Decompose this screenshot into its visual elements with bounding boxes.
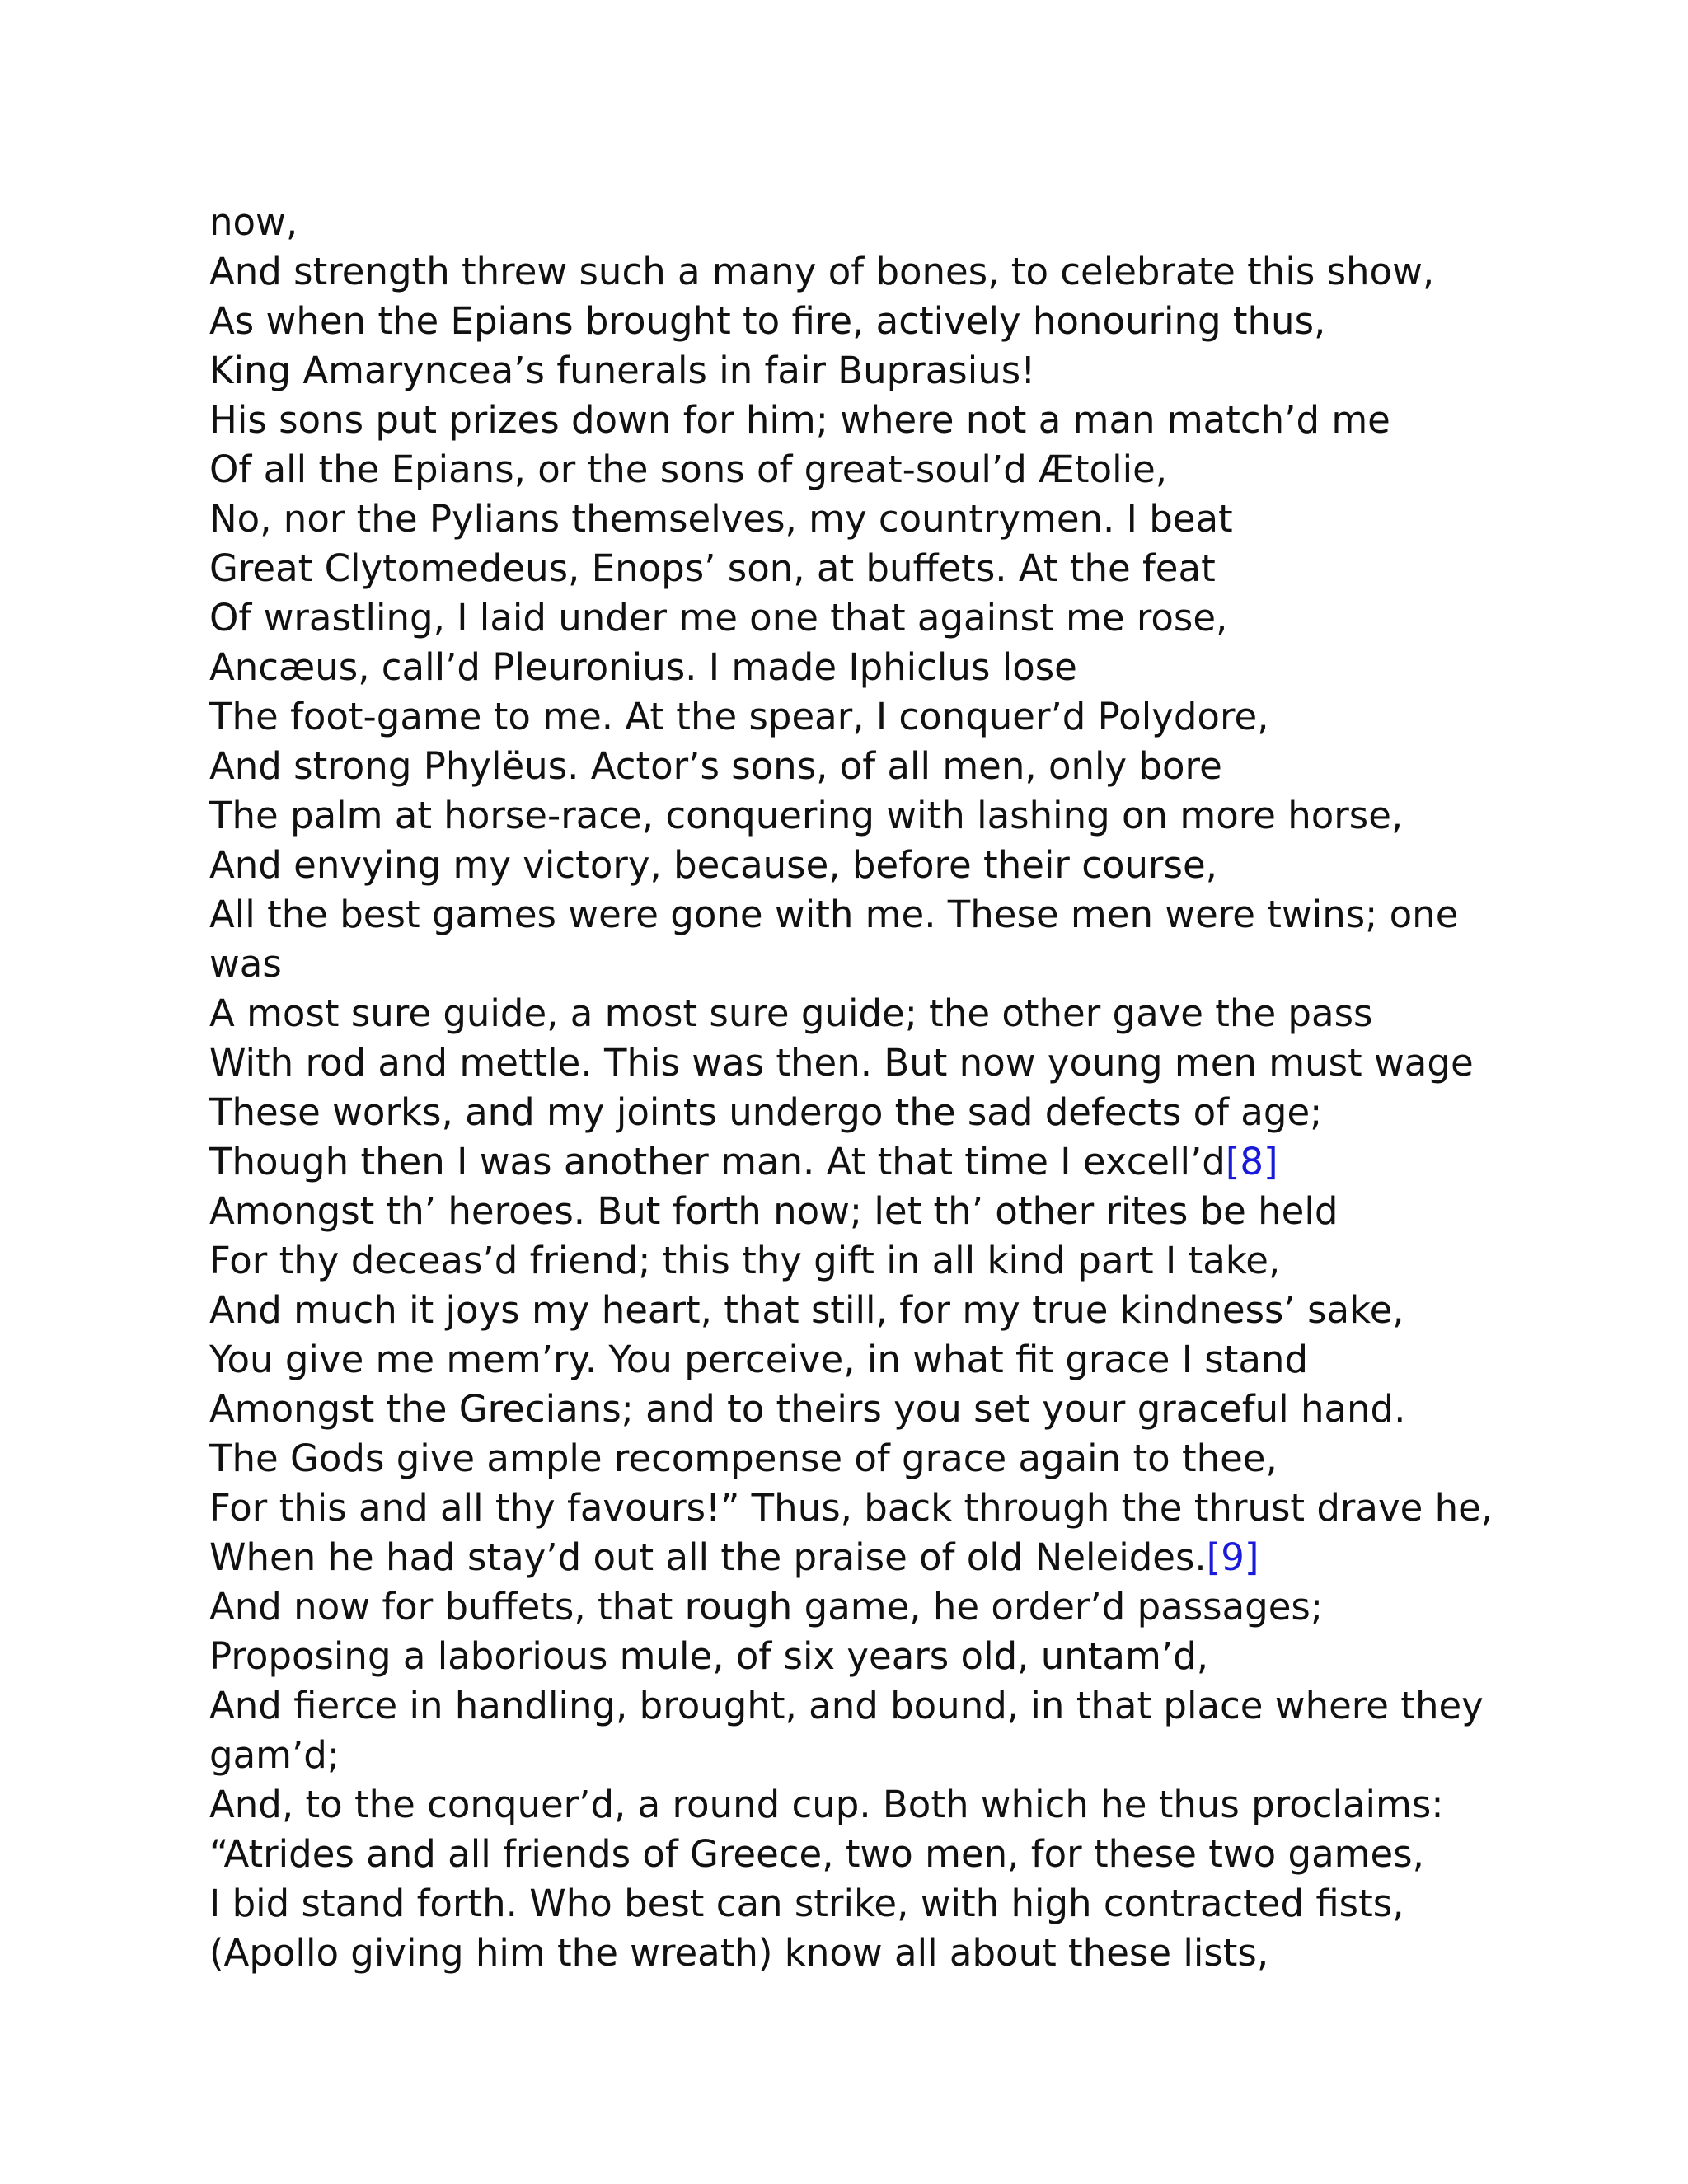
footnote-link-8[interactable]: [8] bbox=[1225, 1140, 1278, 1183]
text-line: A most sure guide, a most sure guide; the other gave the pass bbox=[209, 991, 1373, 1035]
text-line: And strength threw such a many of bones, to celebrate this show, bbox=[209, 250, 1435, 293]
text-line-content: Though then I was another man. At that time I excell’d bbox=[209, 1140, 1226, 1183]
text-line: gam’d; bbox=[209, 1733, 340, 1777]
text-line: Ancæus, call’d Pleuronius. I made Iphiclus lose bbox=[209, 645, 1077, 689]
text-line: King Amaryncea’s funerals in fair Buprasius! bbox=[209, 349, 1036, 392]
text-line: Great Clytomedeus, Enops’ son, at buffets. At the feat bbox=[209, 546, 1216, 590]
text-line: The palm at horse-race, conquering with lashing on more horse, bbox=[209, 794, 1404, 837]
text-line: And, to the conquer’d, a round cup. Both which he thus proclaims: bbox=[209, 1783, 1444, 1826]
text-line: You give me mem’ry. You perceive, in what fit grace I stand bbox=[209, 1338, 1309, 1381]
text-line: (Apollo giving him the wreath) know all about these lists, bbox=[209, 1931, 1269, 1975]
text-line: And fierce in handling, brought, and bound, in that place where they bbox=[209, 1684, 1484, 1727]
text-line: As when the Epians brought to fire, actively honouring thus, bbox=[209, 299, 1326, 343]
text-line: For thy deceas’d friend; this thy gift in all kind part I take, bbox=[209, 1239, 1281, 1282]
text-line: His sons put prizes down for him; where not a man match’d me bbox=[209, 398, 1390, 442]
document-page bbox=[209, 198, 1495, 1978]
text-line: “Atrides and all friends of Greece, two men, for these two games, bbox=[209, 1832, 1424, 1876]
footnote-link-9[interactable]: [9] bbox=[1206, 1535, 1259, 1579]
text-line: I bid stand forth. Who best can strike, with high contracted fists, bbox=[209, 1882, 1404, 1925]
text-line: Proposing a laborious mule, of six years old, untam’d, bbox=[209, 1634, 1209, 1678]
text-line: For this and all thy favours!” Thus, back through the thrust drave he, bbox=[209, 1486, 1493, 1530]
text-line: No, nor the Pylians themselves, my countrymen. I beat bbox=[209, 497, 1233, 541]
text-line: And much it joys my heart, that still, for my true kindness’ sake, bbox=[209, 1288, 1404, 1332]
text-line: The foot-game to me. At the spear, I conquer’d Polydore, bbox=[209, 695, 1269, 738]
text-line: The Gods give ample recompense of grace again to thee, bbox=[209, 1436, 1278, 1480]
text-line: Amongst the Grecians; and to theirs you set your graceful hand. bbox=[209, 1387, 1406, 1431]
text-line-with-footnote bbox=[209, 1533, 1495, 1582]
text-line: And now for buffets, that rough game, he order’d passages; bbox=[209, 1585, 1324, 1629]
text-line: And envying my victory, because, before their course, bbox=[209, 843, 1217, 887]
text-line: With rod and mettle. This was then. But now young men must wage bbox=[209, 1041, 1474, 1085]
text-line: was bbox=[209, 942, 282, 986]
text-line-content: When he had stay’d out all the praise of old Neleides. bbox=[209, 1535, 1207, 1579]
text-line: All the best games were gone with me. These men were twins; one bbox=[209, 893, 1459, 936]
text-line: These works, and my joints undergo the sad defects of age; bbox=[209, 1090, 1323, 1134]
text-line-with-footnote bbox=[209, 1137, 1495, 1187]
text-line: Of wrastling, I laid under me one that against me rose, bbox=[209, 596, 1228, 640]
text-line: Amongst th’ heroes. But forth now; let th’ other rites be held bbox=[209, 1189, 1339, 1233]
text-line: now, bbox=[209, 200, 298, 244]
text-line: Of all the Epians, or the sons of great-soul’d Ætolie, bbox=[209, 448, 1168, 491]
text-line: And strong Phylëus. Actor’s sons, of all men, only bore bbox=[209, 744, 1222, 788]
